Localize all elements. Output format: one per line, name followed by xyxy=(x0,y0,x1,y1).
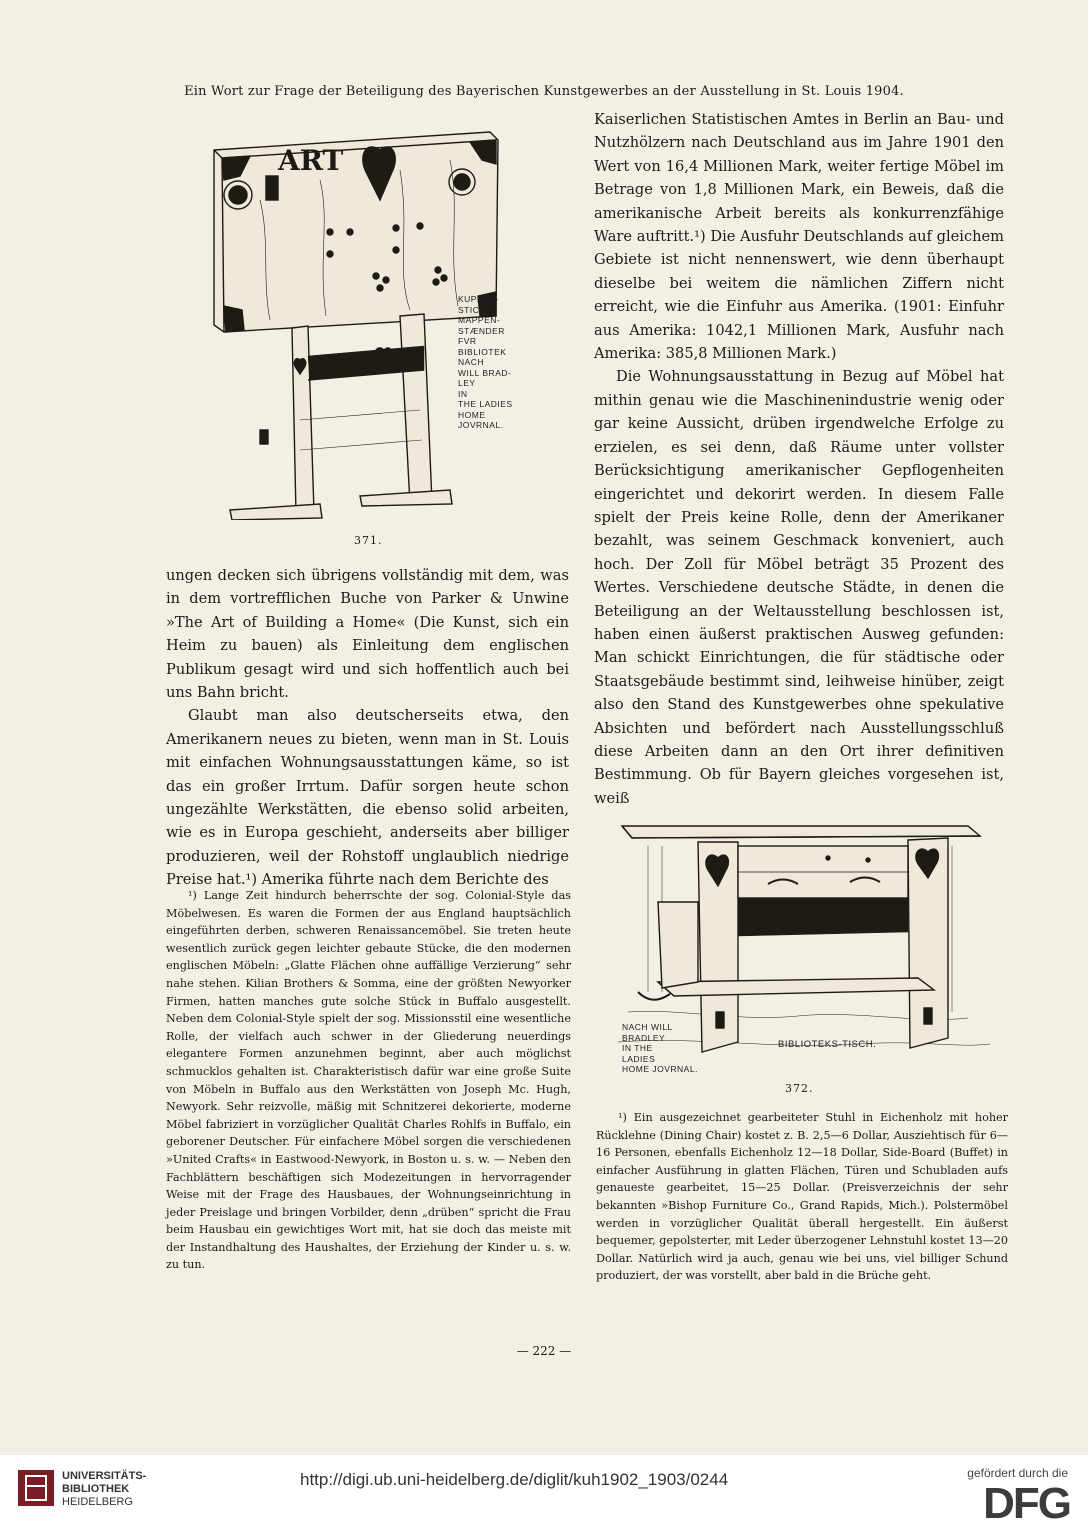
figure-371 xyxy=(200,120,540,520)
footnote-right xyxy=(596,1109,1008,1285)
left-column xyxy=(166,564,569,892)
university-name[interactable]: UNIVERSITÄTS- BIBLIOTHEK HEIDELBERG xyxy=(62,1470,147,1508)
paragraph: Kaiserlichen Statistischen Amtes in Berlin an Bau- und Nutzhölzern nach Deutschland aus im Jahre 1901 den Wert von 16,4 Millionen Mark, weiter fertige Möbel im Betrage von 1,8 Millionen Mark, ein Beweis, daß die amerikanische Arbeit bereits als konkurrenzfähige Ware auftritt.¹) Die Ausfuhr Deutschlands auf gleichem Gebiete ist nicht nennenswert, wie denn überhaupt dieselbe bei weitem die nämlichen Ziffern nicht erreicht, wie die Einfuhr aus Amerika. (1901: Einfuhr aus Amerika: 1042,1 Millionen Mark, Ausfuhr nach Amerika: 385,8 Millionen Mark.) xyxy=(594,111,1004,363)
paragraph: Glaubt man also deutscherseits etwa, den Amerikanern neues zu bieten, wenn man in St. Louis mit einfachen Wohnungsausstattungen käme, so ist das ein großer Irrtum. Dafür sorgen heute schon ungezählte Werkstätten, die ebenso solid arbeiten, wie es in Europa geschieht, anderseits aber billiger produzieren, weil der Rohstoff unglaublich niedrige Preise hat.¹) Amerika führte nach dem Berichte des xyxy=(166,707,569,889)
footnote-text: ¹) Lange Zeit hindurch beherrschte der sog. Colonial-Style das Möbelwesen. Es waren die Formen der aus England hauptsächlich eingeführten derben, schweren Renaissancemöbel. Sie treten heute wesentlich zurück gegen leichter gebaute Stücke, die den modernen englischen Möbeln: „Glatte Flächen ohne auffällige Verzierung“ sehr nahe stehen. Kilian Brothers & Somma, eine der größten Newyorker Firmen, hatten manches gute solche Stück in Buffalo ausgestellt. Neben dem Colonial-Style spielt der sog. Missionsstil eine wesentliche Rolle, der vielfach auch schwer in der Gliederung neuerdings elegantere Formen anzunehmen beginnt, aber auch möglichst schmucklos gehalten ist. Charakteristisch dafür war eine große Suite von Möbeln in Buffalo aus den Werkstätten von Joseph Mc. Hugh, Newyork. Sehr reizvolle, mäßig mit Schnitzerei dekorierte, moderne Möbel fabriziert in vorzüglicher Qualität Charles Rohlfs in Buffalo, ein geborener Deutscher. Für einfachere Möbel sorgen die verschiedenen »United Crafts« in Eastwood-Newyork, in Boston u. s. w. — Neben den Fachblättern beschäftigen sich Modezeitungen in hervorragender Weise mit der Frage des Hausbaues, der Wohnungseinrichtung in jeder Preislage und bringen Vorbilder, denn „drüben“ spricht die Frau beim Hausbau ein gewichtiges Wort mit, hat sie doch das meiste mit der Instandhaltung des Haushaltes, der Erziehung der Kinder u. s. w. zu tun. xyxy=(166,889,571,1272)
figure-372-number: 372. xyxy=(785,1082,814,1095)
carved-art-text: ART xyxy=(278,144,344,177)
university-seal-icon xyxy=(16,1468,56,1508)
university-logo[interactable] xyxy=(16,1468,56,1512)
footer-bar xyxy=(0,1455,1088,1536)
figure-372 xyxy=(618,812,990,1080)
funding-label: gefördert durch die xyxy=(967,1466,1068,1480)
figure-372-label-left: NACH WILL BRADLEY IN THE LADIES HOME JOVRNAL. xyxy=(622,1022,698,1074)
figure-372-label-right: BIBLIOTEKS-TISCH. xyxy=(778,1039,877,1050)
running-title: Ein Wort zur Frage der Beteiligung des Bayerischen Kunstgewerbes an der Ausstellung in St. Louis 1904. xyxy=(184,84,904,99)
permalink[interactable]: http://digi.ub.uni-heidelberg.de/diglit/kuh1902_1903/0244 xyxy=(300,1470,729,1489)
right-column xyxy=(594,108,1004,810)
paragraph: ungen decken sich übrigens vollständig mit dem, was in dem vortrefflichen Buche von Parker & Unwine »The Art of Building a Home« (Die Kunst, sich ein Heim zu bauen) als Einleitung dem englischen Publikum gesagt wird und sich hoffentlich auch bei uns Bahn bricht. xyxy=(166,567,569,702)
figure-371-label: KUPFER- STICH- MAPPEN- STÆNDER FVR BIBLIOTEK NACH WILL BRAD- LEY IN THE LADIES HOME JOVRNAL. xyxy=(458,294,513,430)
paragraph: Die Wohnungsausstattung in Bezug auf Möbel hat mithin genau wie die Maschinenindustrie wenig oder gar keine Aussicht, drüben irgendwelche Erfolge zu erzielen, es sei denn, daß Räume unter vollster Berücksichtigung amerikanischer Gepflogenheiten eingerichtet und dekorirt werden. In diesem Falle spielt der Preis keine Rolle, denn der Amerikaner bezahlt, was seinem Geschmack konveniert, auch hoch. Der Zoll für Möbel beträgt 35 Prozent des Wertes. Verschiedene deutsche Städte, in denen die Beteiligung an der Weltausstellung beschlossen ist, haben einen äußerst praktischen Ausweg gefunden: Man schickt Einrichtungen, die für städtische oder Staatsgebäude bestimmt sind, leihweise hinüber, zeigt also den Stand des Kunstgewerbes ohne spekulative Absichten und befördert nach Ausstellungsschluß diese Arbeiten dann an den Ort ihrer definitiven Bestimmung. Ob für Bayern gleiches vorgesehen ist, weiß xyxy=(594,368,1004,807)
footnote-text: ¹) Ein ausgezeichnet gearbeiteter Stuhl in Eichenholz mit hoher Rücklehne (Dining Chair) kostet z. B. 2,5—6 Dollar, Ausziehtisch für 6—16 Personen, ebenfalls Eichenholz 12—18 Dollar, Side-Board (Buffet) in einfacher Ausführung in glatten Flächen, Türen und Schubladen aufs genaueste gearbeitet, 15—25 Dollar. (Preisverzeichnis der sehr bekannten »Bishop Furniture Co., Grand Rapids, Mich.). Polstermöbel werden in vorzüglicher Qualität überall hergestellt. Ein äußerst bequemer, gepolsterter, mit Leder überzogener Lehnstuhl kostet 13—20 Dollar. Natürlich wird ja auch, genau wie bei uns, viel billiger Schund produziert, der was vorstellt, aber bald in die Brüche geht. xyxy=(596,1111,1008,1283)
page-number: — 222 — xyxy=(516,1344,572,1358)
footnote-left xyxy=(166,887,571,1274)
dfg-logo[interactable]: DFG xyxy=(983,1479,1070,1528)
figure-371-number: 371. xyxy=(354,534,383,547)
